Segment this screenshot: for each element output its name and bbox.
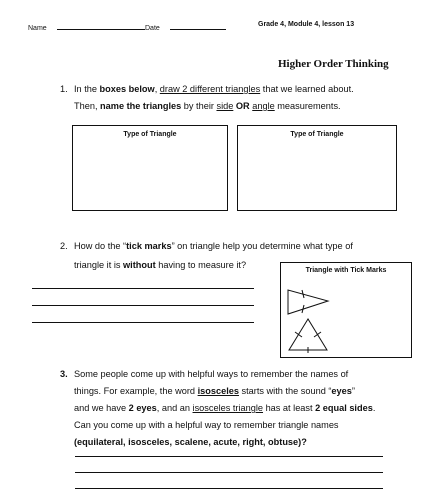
tick-mark xyxy=(295,332,302,337)
question-1-line-2: Then, name the triangles by their side OR angle measurements. xyxy=(74,101,341,111)
box-label: Type of Triangle xyxy=(123,131,177,138)
date-line xyxy=(170,21,226,30)
question-2-line-1: How do the “tick marks” on triangle help you determine what type of xyxy=(74,241,353,251)
answer-line[interactable] xyxy=(75,456,383,457)
question-3 xyxy=(60,366,420,456)
answer-line[interactable] xyxy=(32,288,254,289)
question-1 xyxy=(60,81,400,117)
page-title: Higher Order Thinking xyxy=(278,58,389,70)
tick-mark xyxy=(314,332,321,337)
tick-mark-triangles xyxy=(281,263,411,357)
date-label: Date xyxy=(145,25,160,32)
answer-line[interactable] xyxy=(32,322,254,323)
name-line xyxy=(57,21,145,30)
isosceles-triangle-shape xyxy=(288,290,328,314)
triangle-drawing-box-right[interactable] xyxy=(237,125,397,211)
question-number: 1. xyxy=(60,84,68,94)
tick-marks-example-box xyxy=(280,262,412,358)
question-3-line-5: (equilateral, isosceles, scalene, acute, right, obtuse)? xyxy=(74,437,307,447)
date-field[interactable] xyxy=(145,21,226,32)
question-3-line-4: Can you come up with a helpful way to remember triangle names xyxy=(74,420,339,430)
question-number: 3. xyxy=(60,369,68,379)
question-3-line-3: and we have 2 eyes, and an isosceles triangle has at least 2 equal sides. xyxy=(74,403,376,413)
question-3-line-2: things. For example, the word isosceles starts with the sound “eyes” xyxy=(74,386,355,396)
box-label: Type of Triangle xyxy=(290,131,344,138)
answer-line[interactable] xyxy=(75,472,383,473)
equilateral-triangle-shape xyxy=(289,319,327,350)
question-number: 2. xyxy=(60,241,68,251)
answer-line[interactable] xyxy=(75,488,383,489)
name-label: Name xyxy=(28,25,47,32)
answer-line[interactable] xyxy=(32,305,254,306)
course-label: Grade 4, Module 4, lesson 13 xyxy=(258,21,355,28)
name-field[interactable] xyxy=(28,21,145,32)
triangle-drawing-box-left[interactable] xyxy=(72,125,228,211)
question-1-line-1: In the boxes below, draw 2 different triangles that we learned about. xyxy=(74,84,354,94)
question-2-line-2: triangle it is without having to measure it? xyxy=(74,260,247,270)
question-3-line-1: Some people come up with helpful ways to remember the names of xyxy=(74,369,349,379)
box-label: Triangle with Tick Marks xyxy=(305,267,387,274)
